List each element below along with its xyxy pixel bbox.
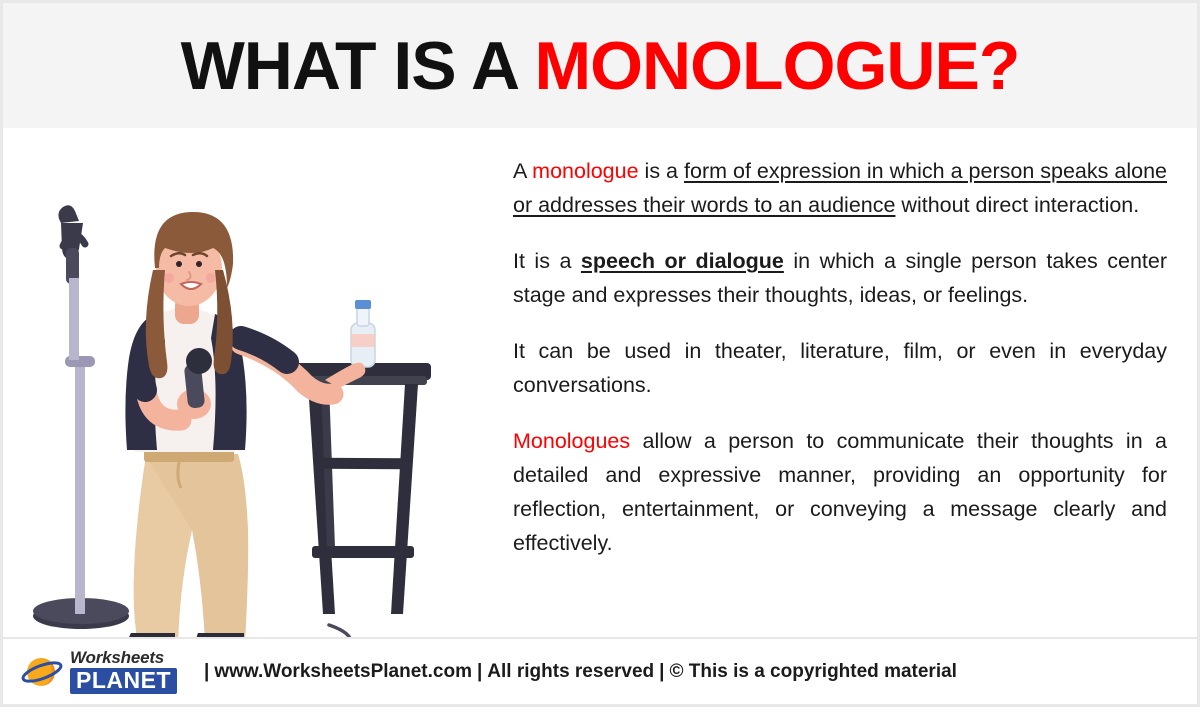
water-bottle-icon xyxy=(351,300,375,367)
title-part-highlight: MONOLOGUE xyxy=(534,27,979,104)
logo-wordmark xyxy=(70,649,177,694)
footer-credits xyxy=(199,661,957,683)
page-title xyxy=(181,27,1020,105)
footer-website[interactable]: www.WorksheetsPlanet.com xyxy=(214,660,472,682)
p2-seg-0: It is a xyxy=(513,249,581,273)
speaker-illustration-svg xyxy=(3,128,503,640)
p1-seg-0: A xyxy=(513,159,533,183)
footer-sep-3: | xyxy=(659,660,665,682)
p4-seg-0: Monologues xyxy=(513,429,631,453)
footer-copyright-text: This is a copyrighted material xyxy=(688,660,957,682)
title-part-3: ? xyxy=(978,27,1020,104)
footer-sep-1: | xyxy=(204,660,210,682)
paragraph-2 xyxy=(513,244,1167,312)
p4-seg-1: allow a person to communicate their thoughts in a detailed and expressive manner, providing an opportunity for reflection, entertainment, or conveying a message clearly and effectively. xyxy=(513,429,1167,555)
footer-sep-2: | xyxy=(476,660,483,682)
copyright-icon: © xyxy=(669,660,684,682)
logo-bottom-text: PLANET xyxy=(70,668,177,694)
title-part-1: WHAT IS A xyxy=(180,27,535,104)
main-content xyxy=(3,128,1197,640)
p2-seg-1: speech or dialogue xyxy=(580,249,784,273)
planet-icon xyxy=(21,651,63,693)
definition-text-column xyxy=(503,128,1197,640)
paragraph-4 xyxy=(513,424,1167,560)
microphone-stand-icon xyxy=(33,205,129,629)
illustration-speaker xyxy=(3,128,503,640)
p1-seg-4: without direct interaction. xyxy=(895,193,1140,217)
header-banner xyxy=(3,3,1197,128)
p1-seg-1: monologue xyxy=(532,159,639,183)
p1-seg-3: form of expression in which a person speaks alone or addresses their words to an audience xyxy=(513,159,1167,217)
p2-seg-2: in which a single person takes center stage and expresses their thoughts, ideas, or feelings. xyxy=(513,249,1168,307)
paragraph-3 xyxy=(513,334,1167,402)
p3-seg-0: It can be used in theater, literature, film, or even in everyday conversations. xyxy=(513,339,1167,397)
paragraph-1 xyxy=(513,154,1167,222)
footer-bar xyxy=(3,637,1197,704)
footer-rights: All rights reserved xyxy=(487,660,655,682)
logo-top-text: Worksheets xyxy=(70,648,165,667)
worksheets-planet-logo[interactable] xyxy=(21,649,177,694)
p1-seg-2: is a xyxy=(638,159,685,183)
